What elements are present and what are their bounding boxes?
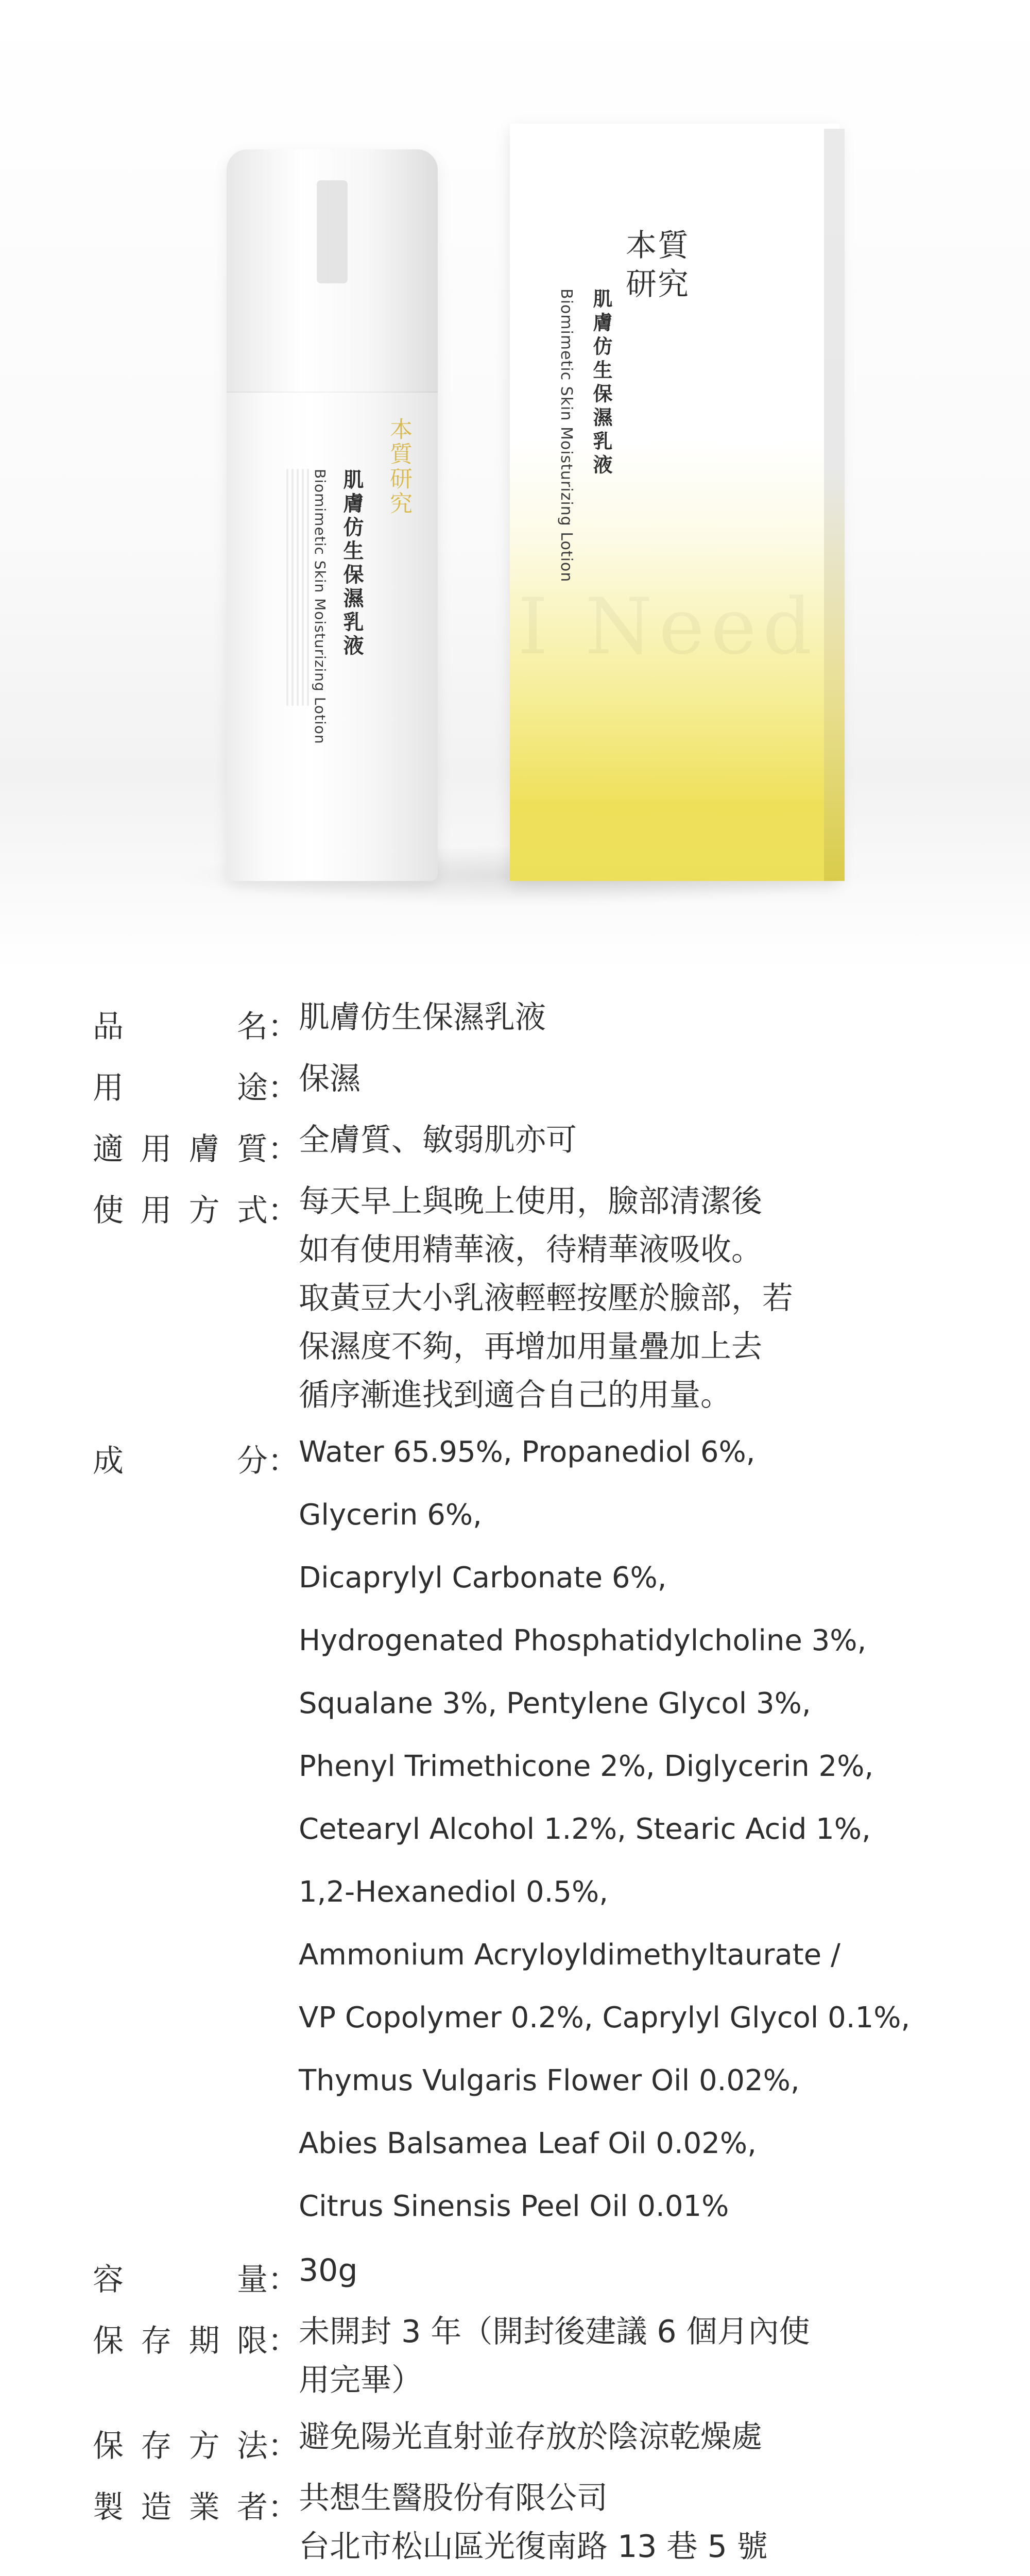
spec-value-line: Cetearyl Alcohol 1.2%, Stearic Acid 1%,: [299, 1812, 871, 1846]
lotion-bottle: [227, 149, 438, 881]
spec-value-line: Thymus Vulgaris Flower Oil 0.02%,: [299, 2064, 800, 2097]
spec-value: [299, 1421, 958, 2238]
spec-value-line: Squalane 3%, Pentylene Glycol 3%,: [299, 1687, 811, 1720]
spec-value-line: 取黃豆大小乳液輕輕按壓於臉部，若: [299, 1280, 793, 1316]
spec-row: [93, 2480, 958, 2576]
product-photo: [0, 0, 1030, 969]
spec-label: [93, 1002, 299, 1046]
box-watermark: [518, 582, 818, 672]
spec-value: [299, 2474, 958, 2576]
spec-value-line: Ammonium Acryloyldimethyltaurate /: [299, 1938, 840, 1972]
bottle-brand-label: 本質研究: [386, 417, 412, 516]
spec-value-line: 每天早上與晚上使用，臉部清潔後: [299, 1183, 762, 1219]
spec-colon: ：: [268, 2489, 299, 2526]
spec-value-line: 避免陽光直射並存放於陰涼乾燥處: [299, 2419, 762, 2455]
spec-label-text: 保 存 期 限: [93, 2323, 268, 2359]
bottle-product-name: 肌膚仿生保濕乳液: [340, 469, 364, 658]
bottle-cap: [227, 149, 438, 393]
spec-value: [299, 993, 958, 1042]
spec-value: [299, 2413, 958, 2461]
spec-value-line: 保濕度不夠，再增加用量疊加上去: [299, 1329, 762, 1365]
spec-label: [93, 2316, 299, 2361]
spec-value-line: Phenyl Trimethicone 2%, Diglycerin 2%,: [299, 1750, 874, 1783]
spec-row: [93, 1436, 958, 2238]
spec-value-line: Water 65.95%, Propanediol 6%,: [299, 1435, 756, 1469]
spec-label-text: 保 存 方 法: [93, 2428, 268, 2464]
spec-label: [93, 1125, 299, 1169]
box-brand-label: [626, 227, 708, 304]
spec-value-line: 30g: [299, 2252, 358, 2289]
spec-row: [93, 2252, 958, 2299]
spec-value-line: VP Copolymer 0.2%, Caprylyl Glycol 0.1%,: [299, 2001, 911, 2035]
spec-value-line: [299, 2571, 958, 2576]
spec-row: [93, 2316, 958, 2404]
spec-value-line: 台北市松山區光復南路 13 巷 5 號: [299, 2529, 768, 2565]
spec-row: [93, 1063, 958, 1108]
spec-label: [93, 2483, 299, 2527]
spec-value-line: 未開封 3 年（開封後建議 6 個月內使: [299, 2314, 810, 2350]
spec-value-line: 1,2-Hexanediol 0.5%,: [299, 1875, 609, 1909]
bottle-english-name: Biomimetic Skin Moisturizing Lotion: [312, 469, 329, 744]
spec-value-line: 循序漸進找到適合自己的用量。: [299, 1377, 731, 1413]
spec-label: [93, 1186, 299, 1230]
spec-value-line: Glycerin 6%,: [299, 1498, 482, 1532]
spec-colon: ：: [268, 2323, 299, 2359]
bottle-pump-nozzle: [317, 180, 348, 283]
spec-value: [299, 1177, 958, 1419]
spec-colon: ：: [268, 1443, 299, 1479]
spec-value-line: 共想生醫股份有限公司: [299, 2480, 608, 2516]
spec-value-line: Abies Balsamea Leaf Oil 0.02%,: [299, 2127, 757, 2160]
spec-value-line: 用完畢）: [299, 2362, 422, 2398]
box-brand-line1: 本質: [626, 228, 690, 264]
spec-colon: ：: [268, 1070, 299, 1106]
product-box-side: [824, 129, 845, 881]
spec-colon: ：: [268, 1009, 299, 1045]
spec-colon: ：: [268, 2262, 299, 2298]
spec-value-line: 全膚質、敏弱肌亦可: [299, 1122, 577, 1158]
spec-label-text: 使 用 方 式: [93, 1193, 268, 1229]
spec-label-text: 成 分: [93, 1443, 268, 1479]
box-brand-line2: 研究: [626, 266, 690, 302]
spec-colon: ：: [268, 2428, 299, 2464]
spec-value: [299, 1055, 958, 1103]
spec-value-line: Dicaprylyl Carbonate 6%,: [299, 1561, 667, 1595]
spec-row: [93, 2421, 958, 2466]
spec-label-text: 用 途: [93, 1070, 268, 1106]
spec-row: [93, 999, 958, 1046]
spec-label: [93, 2255, 299, 2299]
spec-label-text: 容 量: [93, 2262, 268, 2298]
spec-label: [93, 1436, 299, 1481]
spec-value: [299, 2308, 958, 2404]
spec-value-line: Citrus Sinensis Peel Oil 0.01%: [299, 2190, 729, 2223]
spec-value-line: 肌膚仿生保濕乳液: [299, 999, 546, 1036]
spec-label: [93, 2421, 299, 2466]
spec-value-line: 保濕: [299, 1061, 360, 1097]
spec-value-line: 如有使用精華液，待精華液吸收。: [299, 1232, 762, 1268]
bottle-ingredient-print: [273, 469, 309, 706]
spec-colon: ：: [268, 1131, 299, 1167]
spec-value-line: Hydrogenated Phosphatidylcholine 3%,: [299, 1624, 867, 1657]
box-product-name: 肌膚仿生保濕乳液: [590, 289, 612, 478]
spec-label-text: 品 名: [93, 1009, 268, 1045]
spec-row: [93, 1183, 958, 1419]
spec-label-text: 適 用 膚 質: [93, 1131, 268, 1167]
product-spec-table: [93, 999, 958, 2576]
spec-colon: ：: [268, 1193, 299, 1229]
spec-row: [93, 1122, 958, 1169]
spec-label: [93, 1063, 299, 1108]
spec-label-text: 製 造 業 者: [93, 2489, 268, 2526]
spec-value: [299, 2246, 958, 2295]
spec-value: [299, 1116, 958, 1164]
box-english-name: Biomimetic Skin Moisturizing Lotion: [557, 289, 575, 583]
